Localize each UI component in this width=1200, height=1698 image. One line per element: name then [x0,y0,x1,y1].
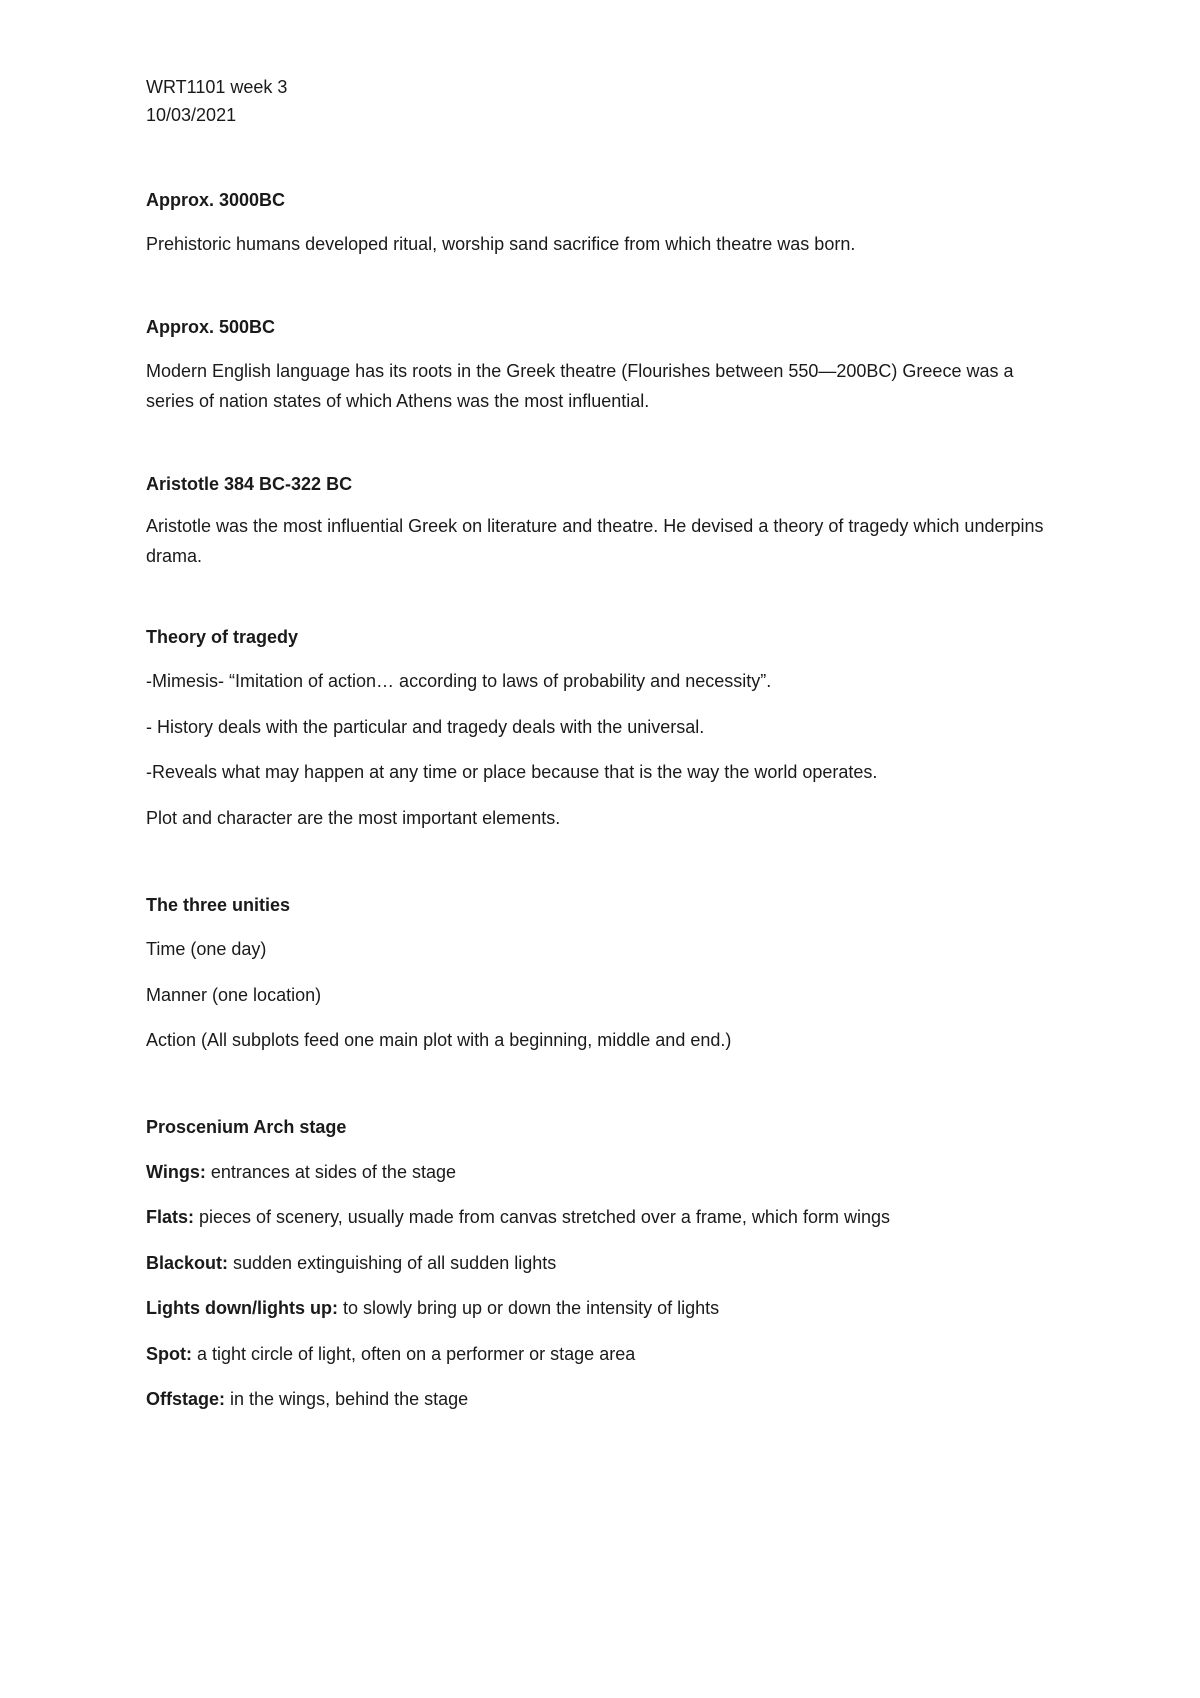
term-label: Flats: [146,1207,195,1227]
term-offstage [146,1384,468,1414]
tragedy-item-mimesis: -Mimesis- “Imitation of action… according to laws of probability and necessity”. [146,671,772,691]
document-date: 10/03/2021 [146,105,237,125]
term-definition: a tight circle of light, often on a performer or stage area [191,1344,636,1364]
course-title: WRT1101 week 3 [146,77,288,97]
heading-aristotle: Aristotle 384 BC-322 BC [146,474,353,494]
heading-proscenium-arch-stage: Proscenium Arch stage [146,1117,347,1137]
heading-three-unities: The three unities [146,895,291,915]
term-label: Offstage: [146,1389,226,1409]
term-definition: sudden extinguishing of all sudden lights [228,1253,557,1273]
term-blackout [146,1248,556,1278]
term-label: Lights down/lights up: [146,1298,338,1318]
text-aristotle: Aristotle was the most influential Greek on literature and theatre. He devised a theory of tragedy which underpins drama. [146,516,1044,566]
term-definition: pieces of scenery, usually made from canvas stretched over a frame, which form wings [194,1207,890,1227]
heading-approx-3000bc: Approx. 3000BC [146,190,286,210]
unity-item-action: Action (All subplots feed one main plot with a beginning, middle and end.) [146,1030,732,1050]
term-wings [146,1157,456,1187]
term-flats [146,1202,890,1232]
tragedy-item-plot-character: Plot and character are the most important elements. [146,808,561,828]
tragedy-item-history: - History deals with the particular and tragedy deals with the universal. [146,717,705,737]
term-definition: in the wings, behind the stage [225,1389,469,1409]
heading-theory-of-tragedy: Theory of tragedy [146,627,299,647]
heading-approx-500bc: Approx. 500BC [146,317,276,337]
term-label: Blackout: [146,1253,229,1273]
term-lights-down-up [146,1293,719,1323]
term-definition: to slowly bring up or down the intensity of lights [337,1298,720,1318]
term-label: Spot: [146,1344,192,1364]
unity-item-manner: Manner (one location) [146,985,322,1005]
tragedy-item-reveals: -Reveals what may happen at any time or place because that is the way the world operates. [146,762,878,782]
term-label: Wings: [146,1162,206,1182]
term-spot [146,1339,635,1369]
term-definition: entrances at sides of the stage [205,1162,456,1182]
unity-item-time: Time (one day) [146,939,267,959]
text-approx-3000bc: Prehistoric humans developed ritual, worship sand sacrifice from which theatre was born. [146,234,856,254]
text-approx-500bc: Modern English language has its roots in the Greek theatre (Flourishes between 550—200BC) Greece was a series of nation states of which Athens was the most influential. [146,361,1014,411]
